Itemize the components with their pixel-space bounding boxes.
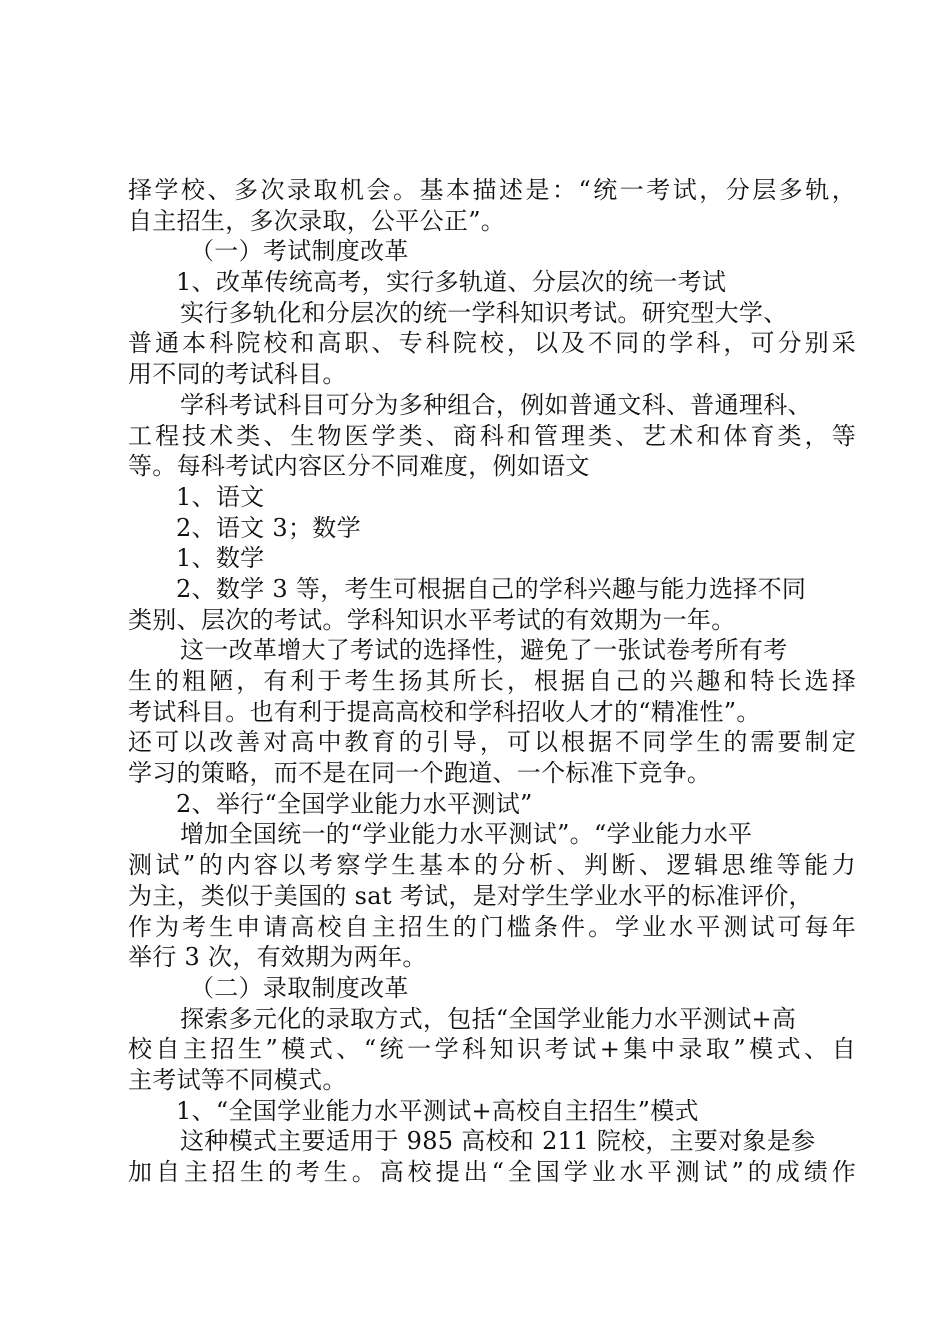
text-line: 生的粗陋，有利于考生扬其所长，根据自己的兴趣和特长选择 (128, 667, 856, 695)
text-line: 这种模式主要适用于 985 高校和 211 院校，主要对象是参 (180, 1127, 816, 1156)
text-line: 1、语文 (176, 482, 265, 511)
text-line: 为主，类似于美国的 sat 考试，是对学生学业水平的标准评价， (128, 881, 813, 910)
document-body (128, 175, 856, 1188)
text-line: 考试科目。也有利于提高高校和学科招收人才的“精准性”。 (128, 697, 761, 726)
text-line: 举行 3 次，有效期为两年。 (128, 943, 427, 972)
text-line: 作为考生申请高校自主招生的门槛条件。学业水平测试可每年 (128, 912, 856, 941)
text-line: 加自主招生的考生。高校提出“全国学业水平测试”的成绩作 (128, 1158, 856, 1186)
text-line: 等。每科考试内容区分不同难度，例如语文 (128, 452, 590, 481)
subsection-heading: 1、改革传统高考，实行多轨道、分层次的统一考试 (176, 268, 727, 297)
text-line: 还可以改善对高中教育的引导，可以根据不同学生的需要制定 (128, 728, 856, 757)
text-line: 学科考试科目可分为多种组合，例如普通文科、普通理科、 (180, 390, 812, 419)
text-line: 主考试等不同模式。 (128, 1065, 347, 1094)
text-line: 探索多元化的录取方式，包括“全国学业能力水平测试+高 (180, 1004, 797, 1033)
text-line: 自主招生，多次录取，公平公正”。 (128, 206, 506, 235)
text-line: 这一改革增大了考试的选择性，避免了一张试卷考所有考 (180, 636, 788, 665)
text-line: 择学校、多次录取机会。基本描述是：“统一考试，分层多轨， (128, 176, 856, 204)
text-line: 用不同的考试科目。 (128, 360, 347, 389)
text-line: 测试”的内容以考察学生基本的分析、判断、逻辑思维等能力 (128, 851, 856, 880)
text-line: 2、语文 3；数学 (176, 513, 361, 542)
section-heading: （二）录取制度改革 (190, 973, 409, 1002)
text-line: 2、数学 3 等，考生可根据自己的学科兴趣与能力选择不同 (176, 574, 807, 603)
text-line: 学习的策略，而不是在同一个跑道、一个标准下竞争。 (128, 759, 712, 788)
text-line: 1、数学 (176, 544, 265, 573)
subsection-heading: 1、“全国学业能力水平测试+高校自主招生”模式 (176, 1096, 699, 1125)
subsection-heading: 2、举行“全国学业能力水平测试” (176, 789, 533, 818)
text-line: 类别、层次的考试。学科知识水平考试的有效期为一年。 (128, 605, 736, 634)
text-line: 工程技术类、生物医学类、商科和管理类、艺术和体育类，等 (128, 421, 856, 450)
text-line: 普通本科院校和高职、专科院校，以及不同的学科，可分别采 (128, 329, 856, 358)
text-line: 校自主招生”模式、“统一学科知识考试+集中录取”模式、自 (128, 1035, 856, 1064)
text-line: 增加全国统一的“学业能力水平测试”。“学业能力水平 (180, 820, 753, 849)
section-heading: （一）考试制度改革 (190, 237, 409, 266)
text-line: 实行多轨化和分层次的统一学科知识考试。研究型大学、 (180, 298, 788, 327)
